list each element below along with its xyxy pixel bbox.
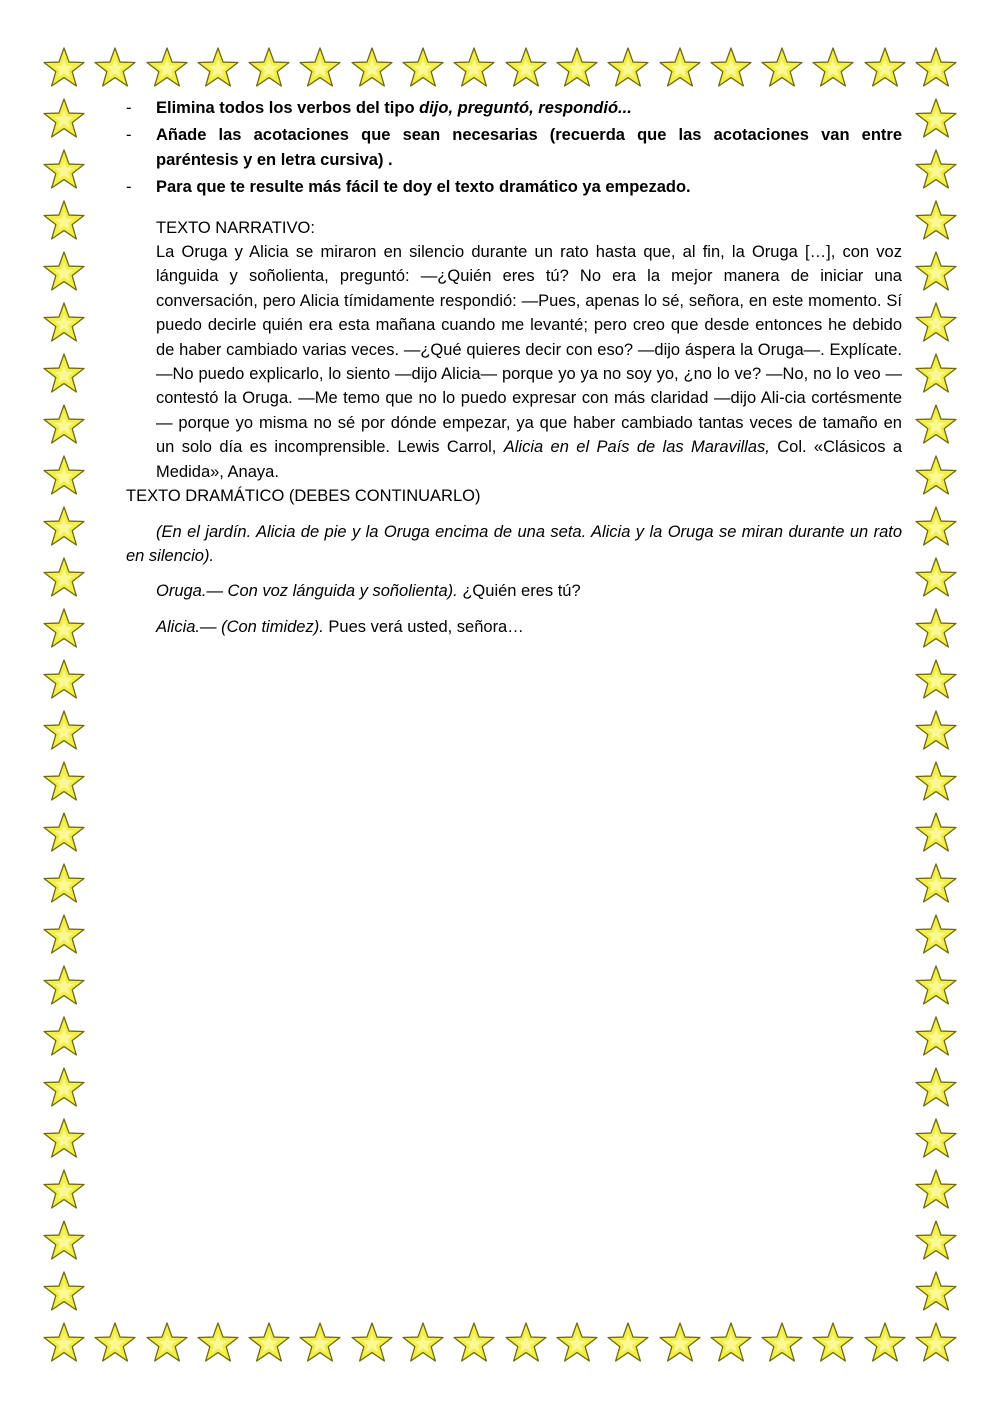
star-icon [247,46,291,90]
star-icon [42,760,86,804]
star-icon [709,46,753,90]
star-icon [42,250,86,294]
star-icon [914,301,958,345]
star-icon [42,505,86,549]
speaker-oruga: Oruga.— Con voz lánguida y soñolienta). [156,582,458,601]
instruction-item: - Elimina todos los verbos del tipo dijo, preguntó, respondió... [126,99,632,117]
star-icon [42,1117,86,1161]
narrative-section [156,216,902,484]
star-icon [298,46,342,90]
star-icon [914,913,958,957]
star-icon [863,46,907,90]
star-icon [914,148,958,192]
star-icon [42,964,86,1008]
star-icon [350,46,394,90]
star-icon [42,1015,86,1059]
star-icon [811,1321,855,1365]
star-icon [350,1321,394,1365]
star-icon [914,607,958,651]
star-icon [196,1321,240,1365]
star-icon [914,1168,958,1212]
star-icon [93,46,137,90]
star-icon [42,811,86,855]
star-icon [93,1321,137,1365]
book-title: Alicia en el País de las Maravillas, [503,438,770,457]
instruction-list [126,96,902,200]
star-icon [914,403,958,447]
star-icon [914,811,958,855]
star-icon [914,1015,958,1059]
star-icon [401,46,445,90]
dramatic-section [126,484,902,639]
star-icon [504,1321,548,1365]
narrative-heading: TEXTO NARRATIVO: [156,218,315,237]
narrative-body: La Oruga y Alicia se miraron en silencio durante un rato hasta que, al fin, la Oruga […], con voz lánguida y soñolienta, preguntó: —¿Quién eres tú? No era la mejor manera de iniciar una conversación, pero Alicia tímidamente respondió: —Pues, apenas lo sé, señora, en este momento. Sí puedo decirle quién era esta mañana cuando me levanté; pero creo que desde entonces he debido de haber cambiado varias veces. —¿Qué quieres decir con eso? —dijo áspera la Oruga—. Explícate. —No puedo explicarlo, lo siento —dijo Alicia— porque yo ya no soy yo, ¿no lo ve? —No, no lo veo —contestó la Oruga. —Me temo que no lo puedo expresar con más claridad —dijo Ali-cia cortésmente— porque yo misma no sé por dónde empezar, ya que haber cambiado tantas veces de tamaño en un solo día es incomprensible. Lewis Carrol, Alicia en el País de las Maravillas, Col. «Clásicos a Medida», Anaya. [156,243,902,481]
star-icon [42,862,86,906]
star-icon [914,250,958,294]
star-icon [658,46,702,90]
star-icon [42,607,86,651]
star-icon [914,556,958,600]
star-icon [914,1270,958,1314]
star-icon [42,97,86,141]
star-icon [863,1321,907,1365]
star-icon [914,97,958,141]
star-icon [42,199,86,243]
star-icon [452,46,496,90]
star-icon [914,964,958,1008]
star-icon [760,46,804,90]
star-icon [914,1066,958,1110]
star-icon [42,148,86,192]
star-icon [811,46,855,90]
stage-direction: (En el jardín. Alicia de pie y la Oruga encima de una seta. Alicia y la Oruga se miran durante un rato en silencio). [126,522,902,565]
star-icon [42,1321,86,1365]
star-icon [401,1321,445,1365]
star-icon [914,1117,958,1161]
star-icon [42,658,86,702]
star-icon [298,1321,342,1365]
star-icon [709,1321,753,1365]
star-icon [760,1321,804,1365]
star-icon [196,46,240,90]
star-icon [914,454,958,498]
star-icon [247,1321,291,1365]
star-icon [914,1321,958,1365]
star-icon [42,46,86,90]
star-icon [914,658,958,702]
star-icon [504,46,548,90]
star-icon [42,301,86,345]
star-icon [145,1321,189,1365]
star-icon [452,1321,496,1365]
star-icon [914,199,958,243]
star-icon [914,862,958,906]
star-icon [658,1321,702,1365]
star-icon [914,760,958,804]
dialogue-line: Alicia.— (Con timidez). Pues verá usted, señora… [156,617,524,636]
star-icon [42,913,86,957]
instruction-item: - Para que te resulte más fácil te doy el texto dramático ya empezado. [126,178,691,197]
star-icon [914,1219,958,1263]
star-icon [914,46,958,90]
star-icon [42,1168,86,1212]
star-icon [42,556,86,600]
instruction-item: - Añade las acotaciones que sean necesarias (recuerda que las acotaciones van entre paréntesis y en letra cursiva) . [126,126,902,169]
star-icon [42,1270,86,1314]
star-icon [914,352,958,396]
star-icon [42,1219,86,1263]
star-icon [42,1066,86,1110]
speaker-alicia: Alicia.— (Con timidez). [156,617,324,636]
star-icon [555,46,599,90]
star-icon [42,352,86,396]
dialogue-line: Oruga.— Con voz lánguida y soñolienta). ¿Quién eres tú? [156,582,581,601]
star-icon [914,505,958,549]
star-icon [606,1321,650,1365]
star-icon [914,709,958,753]
star-icon [42,454,86,498]
star-icon [555,1321,599,1365]
star-icon [145,46,189,90]
dramatic-heading: TEXTO DRAMÁTICO (DEBES CONTINUARLO) [126,487,481,506]
worksheet-content [126,96,902,639]
star-icon [42,709,86,753]
star-icon [606,46,650,90]
star-icon [42,403,86,447]
